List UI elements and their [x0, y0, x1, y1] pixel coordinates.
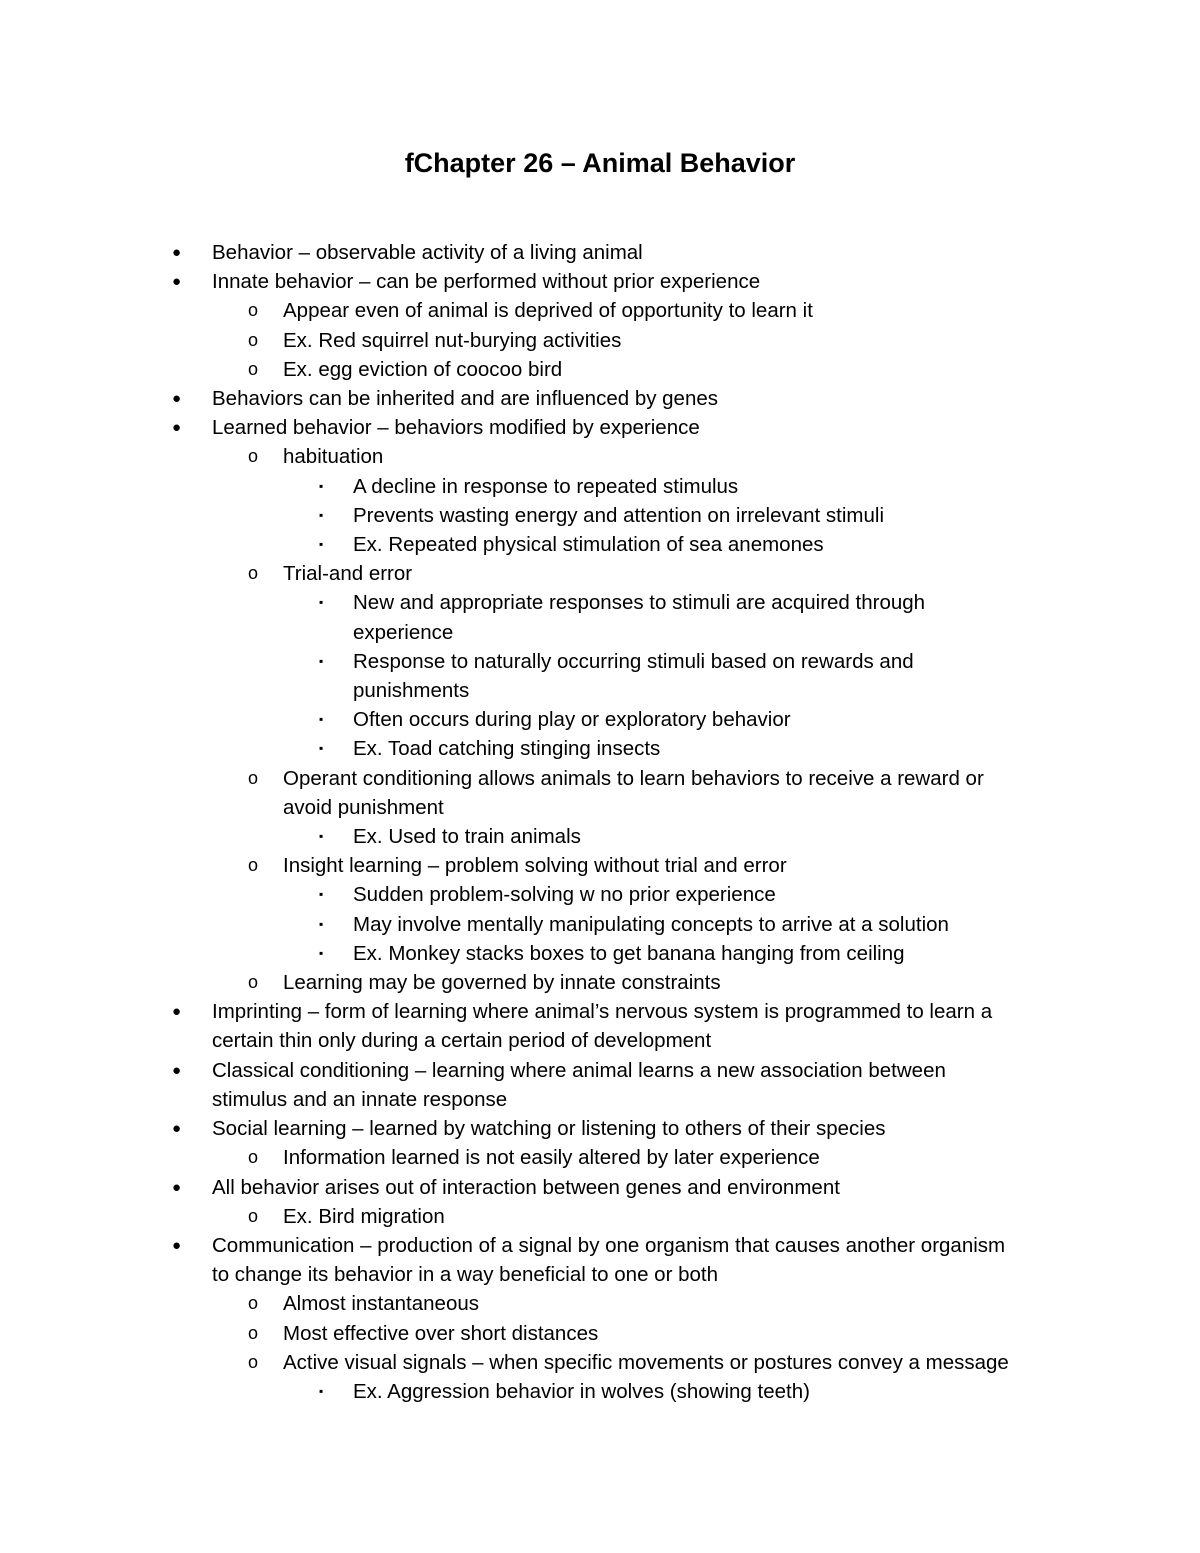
list-item-text: Social learning – learned by watching or listening to others of their species [212, 1117, 886, 1141]
list-item-level-2 [0, 559, 1200, 588]
list-item-text: to change its behavior in a way beneficial to one or both [212, 1263, 718, 1287]
bullet-marker: o [248, 329, 259, 350]
bullet-marker: ● [172, 1120, 182, 1138]
list-item-text: All behavior arises out of interaction between genes and environment [212, 1175, 840, 1199]
list-item-text: New and appropriate responses to stimuli are acquired through [353, 591, 926, 615]
list-item-text: Ex. Red squirrel nut-burying activities [283, 328, 622, 352]
bullet-marker: ▪ [319, 916, 324, 931]
bullet-marker: o [248, 855, 259, 876]
list-item-text: Operant conditioning allows animals to learn behaviors to receive a reward or [283, 766, 984, 790]
list-item-text: Information learned is not easily altered by later experience [283, 1146, 820, 1170]
bullet-marker: ▪ [319, 712, 324, 727]
list-item-text: Ex. Used to train animals [353, 825, 581, 849]
list-item-level-1 [0, 413, 1200, 442]
list-item-text: Learning may be governed by innate constraints [283, 971, 721, 995]
list-item-level-3 [0, 822, 1200, 851]
list-item-text: Often occurs during play or exploratory behavior [353, 708, 791, 732]
bullet-marker: ▪ [319, 829, 324, 844]
bullet-marker: ● [172, 419, 182, 437]
list-item-level-2 [0, 326, 1200, 355]
bullet-marker: ● [172, 390, 182, 408]
bullet-outline [0, 238, 1200, 1406]
bullet-marker: ● [172, 1061, 182, 1079]
list-item-text: Ex. Aggression behavior in wolves (showing teeth) [353, 1379, 810, 1403]
list-item-level-1 [0, 1114, 1200, 1143]
page-title: fChapter 26 – Animal Behavior [404, 148, 796, 178]
list-item-level-3 [0, 530, 1200, 559]
list-item-text: Behavior – observable activity of a living animal [212, 241, 643, 264]
list-item-level-3 [0, 910, 1200, 939]
list-item-text: Active visual signals – when specific movements or postures convey a message [283, 1350, 1009, 1374]
bullet-marker: o [248, 1293, 259, 1314]
list-item-text: Classical conditioning – learning where animal learns a new association between [212, 1058, 946, 1082]
list-item-text: Appear even of animal is deprived of opportunity to learn it [283, 299, 813, 323]
list-item-level-1 [0, 384, 1200, 413]
bullet-marker: o [248, 1205, 259, 1226]
bullet-marker: o [248, 300, 259, 321]
list-item-text: habituation [283, 445, 384, 469]
list-item-text: avoid punishment [283, 795, 444, 819]
bullet-marker: ● [172, 1003, 182, 1021]
bullet-marker: o [248, 563, 259, 584]
list-item-level-3 [0, 501, 1200, 530]
bullet-marker: ● [172, 1178, 182, 1196]
list-item-level-3 [0, 1377, 1200, 1406]
bullet-marker: ▪ [319, 741, 324, 756]
list-item-text: Almost instantaneous [283, 1292, 480, 1316]
list-item-level-3 [0, 939, 1200, 968]
list-item-text: Ex. Repeated physical stimulation of sea anemones [353, 533, 824, 557]
bullet-marker: ▪ [319, 1383, 324, 1398]
bullet-marker: o [248, 358, 259, 379]
list-item-text: certain thin only during a certain period of development [212, 1029, 712, 1053]
list-item-text: Communication – production of a signal by one organism that causes another organism [212, 1233, 1006, 1257]
list-item-level-2 [0, 851, 1200, 880]
bullet-marker: ● [172, 1236, 182, 1254]
list-item-text: Trial-and error [283, 562, 413, 586]
list-item-level-3 [0, 880, 1200, 909]
list-item-text: Response to naturally occurring stimuli based on rewards and [353, 649, 914, 673]
list-item-text: Most effective over short distances [283, 1321, 599, 1345]
list-item-level-1 [0, 267, 1200, 296]
list-item-text: Innate behavior – can be performed without prior experience [212, 270, 761, 294]
list-item-text: A decline in response to repeated stimulus [353, 474, 739, 498]
bullet-marker: ▪ [319, 507, 324, 522]
bullet-marker: o [248, 972, 259, 993]
list-item-text: Learned behavior – behaviors modified by experience [212, 416, 700, 440]
list-item-text: Behaviors can be inherited and are influenced by genes [212, 387, 719, 411]
list-item-text: Ex. Monkey stacks boxes to get banana hanging from ceiling [353, 941, 905, 965]
list-item-level-1 [0, 1173, 1200, 1202]
bullet-marker: o [248, 446, 259, 467]
list-item-level-1 [0, 1231, 1200, 1289]
list-item-text: Ex. Toad catching stinging insects [353, 737, 661, 761]
list-item-text: May involve mentally manipulating concepts to arrive at a solution [353, 912, 949, 936]
list-item-text: Prevents wasting energy and attention on irrelevant stimuli [353, 503, 885, 527]
list-item-level-3 [0, 705, 1200, 734]
list-item-text: Sudden problem-solving w no prior experience [353, 883, 776, 907]
list-item-level-2 [0, 1348, 1200, 1377]
list-item-text: Imprinting – form of learning where animal’s nervous system is programmed to learn a [212, 1000, 993, 1024]
bullet-marker: ● [172, 273, 182, 291]
bullet-marker: ▪ [319, 537, 324, 552]
list-item-text: stimulus and an innate response [212, 1087, 508, 1111]
bullet-marker: ▪ [319, 478, 324, 493]
bullet-marker: ▪ [319, 887, 324, 902]
bullet-marker: ▪ [319, 595, 324, 610]
list-item-level-2 [0, 1319, 1200, 1348]
list-item-level-1 [0, 997, 1200, 1055]
list-item-level-2 [0, 296, 1200, 325]
list-item-level-1 [0, 238, 1200, 267]
list-item-text: Insight learning – problem solving without trial and error [283, 854, 787, 878]
list-item-text: Ex. egg eviction of coocoo bird [283, 357, 563, 381]
list-item-level-3 [0, 647, 1200, 705]
bullet-marker: ▪ [319, 653, 324, 668]
list-item-level-2 [0, 1289, 1200, 1318]
list-item-level-3 [0, 588, 1200, 646]
bullet-marker: o [248, 767, 259, 788]
list-item-text: experience [353, 620, 454, 644]
list-item-level-2 [0, 1202, 1200, 1231]
list-item-level-2 [0, 764, 1200, 822]
bullet-marker: ▪ [319, 945, 324, 960]
bullet-marker: o [248, 1351, 259, 1372]
bullet-marker: ● [172, 244, 182, 261]
list-item-level-2 [0, 442, 1200, 471]
list-item-level-2 [0, 1143, 1200, 1172]
bullet-marker: o [248, 1147, 259, 1168]
list-item-level-1 [0, 1056, 1200, 1114]
list-item-level-2 [0, 355, 1200, 384]
list-item-level-3 [0, 734, 1200, 763]
list-item-level-3 [0, 472, 1200, 501]
bullet-marker: o [248, 1322, 259, 1343]
list-item-text: punishments [353, 679, 470, 703]
list-item-text: Ex. Bird migration [283, 1204, 445, 1228]
list-item-level-2 [0, 968, 1200, 997]
